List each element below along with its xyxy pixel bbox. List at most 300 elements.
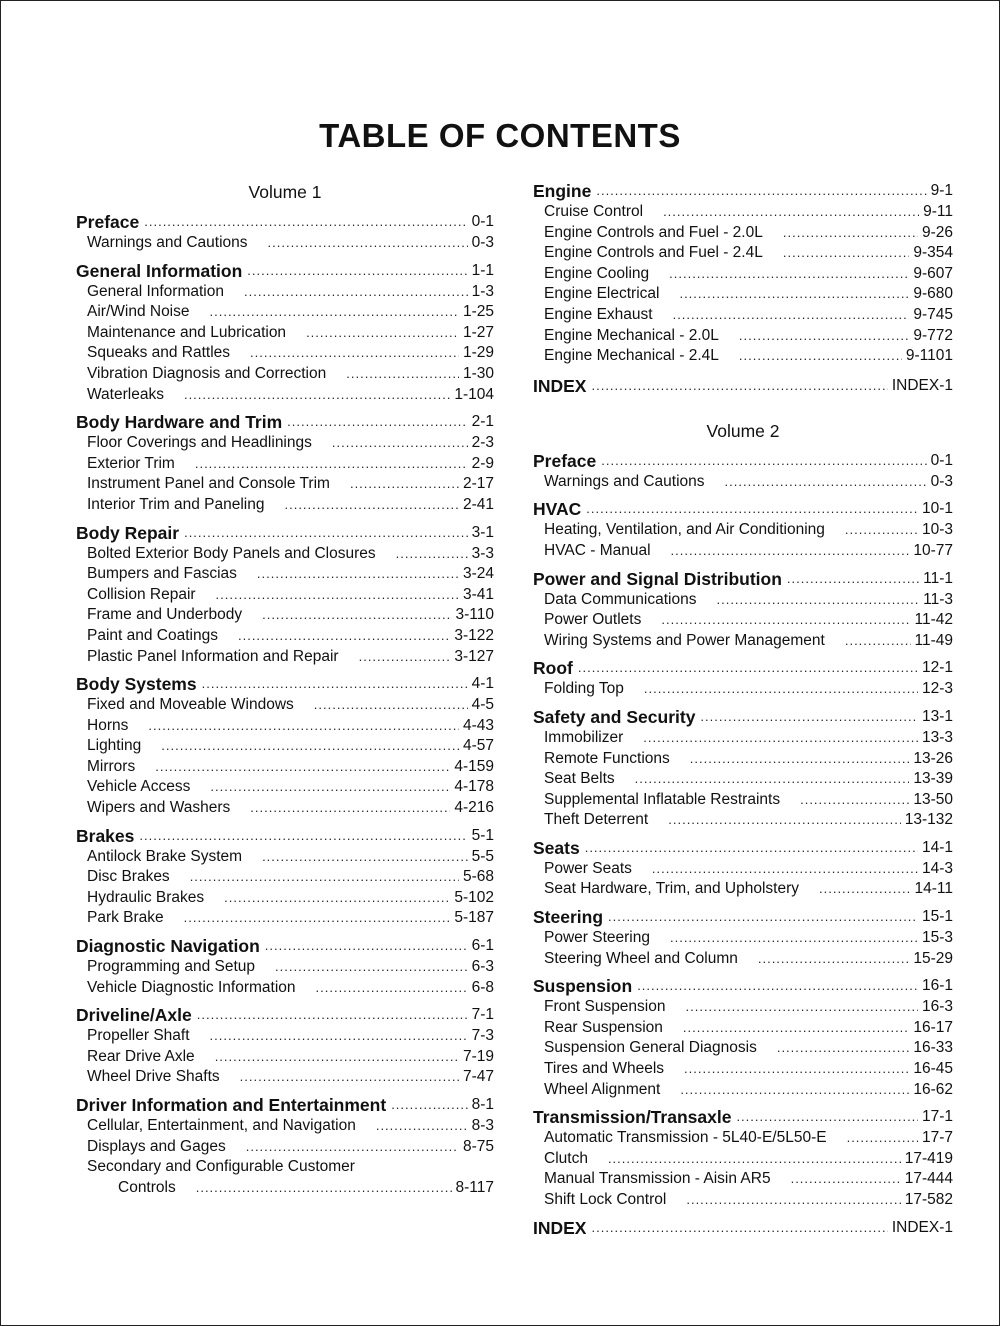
toc-section-entry[interactable] (76, 935, 494, 957)
toc-page-number: 15-1 (921, 908, 953, 926)
toc-page-number: 7-3 (471, 1027, 494, 1045)
dot-leader (210, 1026, 468, 1047)
dot-leader (668, 810, 900, 831)
toc-subsection-entry[interactable] (533, 305, 953, 326)
dot-leader (148, 716, 459, 737)
toc-subsection-entry[interactable] (533, 472, 953, 493)
toc-subsection-title: Antilock Brake System (87, 847, 243, 865)
toc-page-number: 10-1 (921, 500, 953, 518)
toc-page-number: 16-1 (921, 977, 953, 995)
toc-subsection-entry[interactable] (533, 879, 953, 900)
toc-subsection-title: Seat Belts (544, 770, 615, 788)
toc-page-number: 4-43 (462, 716, 494, 734)
toc-subsection-entry[interactable] (533, 728, 953, 749)
toc-subsection-entry[interactable] (76, 908, 494, 929)
dot-leader (257, 564, 459, 585)
toc-subsection-title: Engine Controls and Fuel - 2.0L (544, 223, 763, 241)
toc-section-entry[interactable] (533, 1106, 953, 1128)
dot-leader (671, 541, 910, 562)
toc-page-number: 9-607 (913, 264, 953, 282)
toc-subsection-entry[interactable] (76, 647, 494, 668)
toc-section-title: Diagnostic Navigation (76, 936, 260, 957)
toc-subsection-entry[interactable] (533, 284, 953, 305)
toc-subsection-title: Waterleaks (87, 385, 164, 403)
dot-leader (635, 769, 910, 790)
toc-section-title: Suspension (533, 976, 633, 997)
dot-leader (608, 1149, 901, 1170)
dot-leader (679, 284, 909, 305)
toc-section-entry[interactable] (76, 522, 494, 544)
volume-1-sections (76, 211, 494, 1198)
toc-subsection-title: Remote Functions (544, 749, 670, 767)
dot-leader (680, 1080, 909, 1101)
toc-page-number: 3-122 (454, 626, 494, 644)
toc-subsection-title: Manual Transmission - Aisin AR5 (544, 1170, 771, 1188)
toc-subsection-entry[interactable] (76, 343, 494, 364)
toc-subsection-title: Lighting (87, 737, 142, 755)
toc-subsection-entry[interactable] (533, 346, 953, 367)
toc-page-number: 1-104 (454, 385, 494, 403)
dot-leader (244, 282, 468, 303)
toc-subsection-title: Vehicle Diagnostic Information (87, 978, 296, 996)
toc-subsection-entry[interactable] (76, 564, 494, 585)
toc-subsection-entry[interactable] (76, 1067, 494, 1088)
toc-section-title: Body Systems (76, 674, 197, 695)
toc-subsection-title: Wheel Alignment (544, 1080, 661, 1098)
toc-subsection-title: Interior Trim and Paneling (87, 495, 265, 513)
dot-leader (690, 749, 910, 770)
toc-subsection-entry[interactable] (533, 1018, 953, 1039)
toc-subsection-title: Instrument Panel and Console Trim (87, 475, 330, 493)
toc-subsection-title: Warnings and Cautions (544, 472, 705, 490)
toc-page-number: 9-26 (921, 223, 953, 241)
toc-subsection-title: Power Seats (544, 859, 632, 877)
dot-leader (725, 472, 927, 493)
toc-page-number: 12-3 (921, 680, 953, 698)
toc-section-entry[interactable] (76, 1004, 494, 1026)
toc-subsection-title: Suspension General Diagnosis (544, 1039, 757, 1057)
toc-subsection-title: Fixed and Moveable Windows (87, 696, 294, 714)
dot-leader (644, 679, 918, 700)
dot-leader (238, 626, 450, 647)
toc-page-number: 14-3 (921, 859, 953, 877)
dot-leader (670, 928, 918, 949)
toc-subsection-entry[interactable] (533, 610, 953, 631)
dot-leader (585, 837, 918, 859)
toc-subsection-entry[interactable] (533, 859, 953, 880)
toc-section-entry[interactable] (533, 906, 953, 928)
dot-leader (262, 605, 451, 626)
toc-subsection-title: Exterior Trim (87, 454, 175, 472)
toc-page-number: 6-8 (471, 978, 494, 996)
toc-section-entry[interactable] (533, 837, 953, 859)
toc-subsection-entry[interactable] (533, 631, 953, 652)
toc-page-number: 13-132 (904, 811, 953, 829)
toc-section-entry[interactable] (533, 568, 953, 590)
dot-leader (847, 1128, 918, 1149)
toc-subsection-title: Park Brake (87, 909, 164, 927)
toc-section-title: Driver Information and Entertainment (76, 1095, 387, 1115)
toc-page-number: 1-29 (462, 344, 494, 362)
toc-subsection-title: Programming and Setup (87, 958, 256, 976)
toc-subsection-entry[interactable] (533, 1169, 953, 1190)
toc-section-title: HVAC (533, 499, 582, 520)
toc-index-label: INDEX (533, 1217, 587, 1238)
toc-index-page: INDEX-1 (891, 376, 953, 394)
toc-subsection-entry[interactable] (76, 302, 494, 323)
volume-1-column (76, 180, 494, 1204)
toc-subsection-title: Mirrors (87, 757, 136, 775)
toc-section (76, 411, 494, 515)
toc-subsection-entry[interactable] (76, 282, 494, 303)
toc-page-number: 1-1 (471, 261, 494, 279)
toc-page-number: 15-3 (921, 929, 953, 947)
toc-page-number: 11-42 (914, 611, 953, 629)
toc-subsection-entry[interactable] (76, 544, 494, 565)
toc-subsection-entry[interactable] (533, 1059, 953, 1080)
dot-leader (845, 631, 911, 652)
toc-subsection-title: Frame and Underbody (87, 606, 243, 624)
toc-subsection-entry[interactable] (533, 590, 953, 611)
toc-section-title: Preface (533, 450, 597, 471)
toc-section-entry[interactable] (533, 975, 953, 997)
toc-subsection-title: Power Outlets (544, 611, 642, 629)
toc-index-entry[interactable] (533, 1217, 953, 1239)
dot-leader (669, 264, 909, 285)
toc-page-number: 4-159 (454, 757, 494, 775)
dot-leader (190, 867, 459, 888)
toc-subsection-title: Engine Electrical (544, 285, 660, 303)
toc-subsection-title[interactable]: Secondary and Configurable Customer (87, 1158, 355, 1176)
toc-page-number: 7-1 (471, 1006, 494, 1024)
toc-page-number: 16-62 (913, 1080, 953, 1098)
toc-page-number: 1-25 (462, 303, 494, 321)
toc-subsection-title: Rear Suspension (544, 1018, 663, 1036)
toc-section (533, 975, 953, 1100)
toc-subsection-entry[interactable] (533, 202, 953, 223)
toc-index-page: INDEX-1 (891, 1218, 953, 1236)
toc-subsection-entry[interactable] (76, 495, 494, 516)
toc-section (533, 706, 953, 831)
toc-subsection-title: Data Communications (544, 590, 697, 608)
toc-page-number: 5-102 (454, 888, 494, 906)
volume-2-heading: Volume 2 (706, 420, 780, 441)
dot-leader (596, 180, 926, 202)
dot-leader (215, 1047, 459, 1068)
toc-page-number: 10-3 (921, 521, 953, 539)
toc-page-number: 9-772 (913, 326, 953, 344)
toc-section-title: Roof (533, 658, 573, 679)
toc-section-entry[interactable] (533, 706, 953, 728)
toc-page-number: 3-3 (471, 544, 494, 562)
toc-subsection-title: Hydraulic Brakes (87, 888, 205, 906)
toc-subsection-entry[interactable] (533, 264, 953, 285)
toc-subsection-entry[interactable] (76, 323, 494, 344)
toc-section (76, 673, 494, 819)
dot-leader (247, 260, 467, 282)
page-title: TABLE OF CONTENTS (319, 117, 681, 154)
toc-page-number: 16-3 (921, 998, 953, 1016)
toc-subsection-entry[interactable] (533, 997, 953, 1018)
dot-leader (268, 233, 468, 254)
dot-leader (716, 590, 919, 611)
dot-leader (144, 211, 467, 233)
dot-leader (195, 454, 468, 475)
toc-page-number: 1-30 (462, 364, 494, 382)
dot-leader (683, 1018, 909, 1039)
toc-subsection-entry[interactable] (76, 626, 494, 647)
toc-section-title: Power and Signal Distribution (533, 568, 782, 589)
toc-page-number: 17-1 (921, 1108, 953, 1126)
toc-subsection-entry[interactable] (76, 364, 494, 385)
toc-subsection-entry[interactable] (76, 1047, 494, 1068)
dot-leader (783, 223, 918, 244)
toc-section (76, 935, 494, 998)
toc-section-title: Body Repair (76, 522, 180, 543)
toc-page-number: 9-1101 (905, 347, 953, 365)
toc-subsection-entry[interactable] (533, 769, 953, 790)
dot-leader (316, 978, 468, 999)
volume-1-heading: Volume 1 (248, 182, 322, 202)
toc-subsection-entry[interactable] (76, 1178, 494, 1199)
dot-leader (608, 906, 918, 928)
toc-page-number: 1-27 (462, 323, 494, 341)
toc-section-entry[interactable] (533, 450, 953, 472)
toc-subsection-entry[interactable] (533, 949, 953, 970)
toc-section (533, 498, 953, 561)
toc-section-entry[interactable] (76, 825, 494, 847)
dot-leader (739, 326, 909, 347)
toc-subsection-entry[interactable] (533, 541, 953, 562)
toc-index-entry[interactable] (533, 375, 953, 397)
dot-leader (777, 1038, 910, 1059)
toc-subsection-entry[interactable] (76, 585, 494, 606)
dot-leader (686, 1190, 900, 1211)
toc-page-number: 2-1 (471, 413, 494, 431)
toc-subsection-entry[interactable] (76, 1026, 494, 1047)
toc-page-number: 16-45 (913, 1060, 953, 1078)
dot-leader (661, 610, 910, 631)
toc-section-entry[interactable] (533, 657, 953, 679)
toc-subsection-entry[interactable] (533, 790, 953, 811)
dot-leader (161, 736, 459, 757)
toc-page-number: 13-39 (913, 770, 953, 788)
dot-leader (306, 323, 459, 344)
volume-2-column (533, 180, 953, 1239)
toc-subsection-title: Heating, Ventilation, and Air Conditioning (544, 521, 825, 539)
toc-page-number: 6-1 (471, 937, 494, 955)
toc-subsection-title: Engine Exhaust (544, 305, 653, 323)
toc-section-entry[interactable] (533, 180, 953, 202)
dot-leader (845, 520, 918, 541)
toc-subsection-entry[interactable] (76, 847, 494, 868)
toc-page-number: 3-41 (462, 585, 494, 603)
dot-leader (262, 847, 468, 868)
engine-section (533, 180, 953, 367)
toc-section (533, 180, 953, 367)
toc-page-number: 9-354 (913, 244, 953, 262)
toc-subsection-title: Vehicle Access (87, 778, 191, 796)
dot-leader (637, 975, 918, 997)
toc-subsection-entry[interactable] (76, 777, 494, 798)
toc-section (76, 1094, 494, 1198)
toc-subsection-entry[interactable] (533, 1128, 953, 1149)
toc-page-number: 0-1 (930, 451, 953, 469)
toc-section-title: Steering (533, 907, 604, 928)
toc-section-entry[interactable] (76, 411, 494, 433)
dot-leader (250, 343, 459, 364)
toc-subsection-entry[interactable] (76, 695, 494, 716)
toc-index-label: INDEX (533, 375, 587, 396)
toc-page-number: 4-5 (471, 696, 494, 714)
toc-page-number: 13-50 (913, 790, 953, 808)
toc-subsection-entry[interactable] (76, 454, 494, 475)
dot-leader (332, 433, 468, 454)
dot-leader (184, 522, 468, 544)
toc-page-number: 2-9 (471, 454, 494, 472)
toc-subsection-entry[interactable] (533, 326, 953, 347)
toc-subsection-entry[interactable] (533, 520, 953, 541)
dot-leader (275, 957, 468, 978)
toc-subsection-title: Cruise Control (544, 203, 644, 220)
toc-subsection-entry[interactable] (76, 605, 494, 626)
toc-subsection-title: Immobilizer (544, 728, 624, 746)
toc-page-number: 9-680 (913, 285, 953, 303)
dot-leader (346, 364, 459, 385)
toc-section-entry[interactable] (76, 1094, 494, 1116)
toc-subsection-title: Bumpers and Fascias (87, 565, 237, 583)
toc-subsection-entry[interactable] (76, 1137, 494, 1158)
toc-page-number: 9-1 (930, 182, 953, 199)
toc-subsection-title: Floor Coverings and Headlinings (87, 434, 312, 452)
toc-section-title: Body Hardware and Trim (76, 412, 283, 433)
toc-subsection-title: Tires and Wheels (544, 1060, 665, 1078)
toc-section-title: General Information (76, 260, 243, 281)
toc-subsection-title: General Information (87, 282, 224, 300)
dot-leader (210, 302, 459, 323)
toc-page-number: 10-77 (913, 541, 953, 559)
toc-subsection-entry[interactable] (533, 810, 953, 831)
toc-page-number: 5-5 (471, 847, 494, 865)
dot-leader (578, 657, 918, 679)
toc-subsection-title: Shift Lock Control (544, 1191, 667, 1208)
toc-section-entry[interactable] (76, 260, 494, 282)
toc-subsection-title-continued: Controls (118, 1178, 176, 1196)
toc-page-number: 0-3 (471, 234, 494, 251)
toc-subsection-title: Engine Mechanical - 2.0L (544, 326, 719, 344)
toc-section (76, 1004, 494, 1088)
toc-subsection-entry[interactable] (533, 1190, 953, 1211)
toc-subsection-title: Seat Hardware, Trim, and Upholstery (544, 880, 799, 898)
toc-subsection-entry[interactable] (76, 757, 494, 778)
toc-page-number: 2-3 (471, 434, 494, 452)
dot-leader (684, 1059, 909, 1080)
toc-section (533, 568, 953, 652)
dot-leader (819, 879, 911, 900)
dot-leader (686, 997, 918, 1018)
toc-subsection-entry[interactable] (533, 1080, 953, 1101)
toc-subsection-title: Wiring Systems and Power Management (544, 631, 825, 649)
toc-section-title: Preface (76, 212, 140, 232)
dot-leader (663, 202, 919, 223)
dot-leader (184, 908, 451, 929)
toc-section-title: Driveline/Axle (76, 1005, 192, 1026)
dot-leader (184, 385, 450, 406)
dot-leader (601, 450, 926, 472)
toc-page-number: 3-1 (471, 523, 494, 541)
toc-subsection-entry[interactable] (533, 243, 953, 264)
dot-leader (202, 673, 468, 695)
toc-subsection-entry[interactable] (533, 749, 953, 770)
toc-section-entry[interactable] (76, 673, 494, 695)
toc-page-number: 17-419 (904, 1149, 953, 1167)
toc-subsection-entry[interactable] (76, 474, 494, 495)
toc-section (533, 1106, 953, 1210)
toc-subsection-title: Engine Controls and Fuel - 2.4L (544, 244, 763, 262)
toc-page-number: 17-582 (904, 1191, 953, 1208)
toc-page-number: 6-3 (471, 958, 494, 976)
toc-subsection-entry[interactable] (533, 679, 953, 700)
toc-subsection-entry[interactable] (76, 233, 494, 254)
toc-section-title: Brakes (76, 825, 135, 846)
toc-subsection-title: Collision Repair (87, 585, 196, 603)
toc-section-entry[interactable] (76, 211, 494, 233)
toc-subsection-title: Squeaks and Rattles (87, 344, 231, 362)
toc-section (533, 906, 953, 969)
toc-subsection-title: Paint and Coatings (87, 626, 218, 644)
toc-subsection-entry[interactable] (533, 223, 953, 244)
toc-subsection-entry[interactable] (76, 433, 494, 454)
toc-subsection-entry[interactable] (76, 957, 494, 978)
toc-page-number: 4-57 (462, 737, 494, 755)
dot-leader (155, 757, 450, 778)
toc-page-number: 2-41 (462, 495, 494, 513)
toc-subsection-entry[interactable] (533, 928, 953, 949)
toc-subsection-entry[interactable] (76, 385, 494, 406)
toc-subsection-title: Disc Brakes (87, 868, 170, 886)
dot-leader (673, 305, 910, 326)
toc-section-title: Engine (533, 181, 592, 201)
toc-subsection-entry[interactable] (76, 716, 494, 737)
volume-2-sections (533, 450, 953, 1211)
toc-subsection-entry[interactable] (76, 736, 494, 757)
toc-subsection-entry[interactable] (76, 867, 494, 888)
dot-leader (391, 1094, 467, 1116)
toc-subsection-entry[interactable] (76, 978, 494, 999)
toc-subsection-entry[interactable] (76, 1116, 494, 1137)
toc-subsection-entry[interactable] (533, 1038, 953, 1059)
toc-page-number: 8-3 (471, 1117, 494, 1134)
toc-section-entry[interactable] (533, 498, 953, 520)
dot-leader (216, 585, 459, 606)
toc-subsection-entry[interactable] (533, 1149, 953, 1170)
toc-section (76, 211, 494, 254)
dot-leader (800, 790, 909, 811)
toc-page-number: 1-3 (471, 282, 494, 300)
dot-leader (240, 1067, 459, 1088)
toc-subsection-entry[interactable] (76, 798, 494, 819)
dot-leader (139, 825, 467, 847)
toc-subsection-entry[interactable] (76, 888, 494, 909)
toc-section (76, 260, 494, 406)
toc-subsection-title: Engine Mechanical - 2.4L (544, 347, 719, 365)
toc-subsection-title: Rear Drive Axle (87, 1047, 195, 1065)
dot-leader (700, 706, 918, 728)
toc-page-number: 4-216 (454, 799, 494, 817)
toc-page-number: 14-11 (914, 880, 953, 898)
toc-subsection-title: Bolted Exterior Body Panels and Closures (87, 544, 376, 562)
toc-section-title: Transmission/Transaxle (533, 1107, 732, 1128)
